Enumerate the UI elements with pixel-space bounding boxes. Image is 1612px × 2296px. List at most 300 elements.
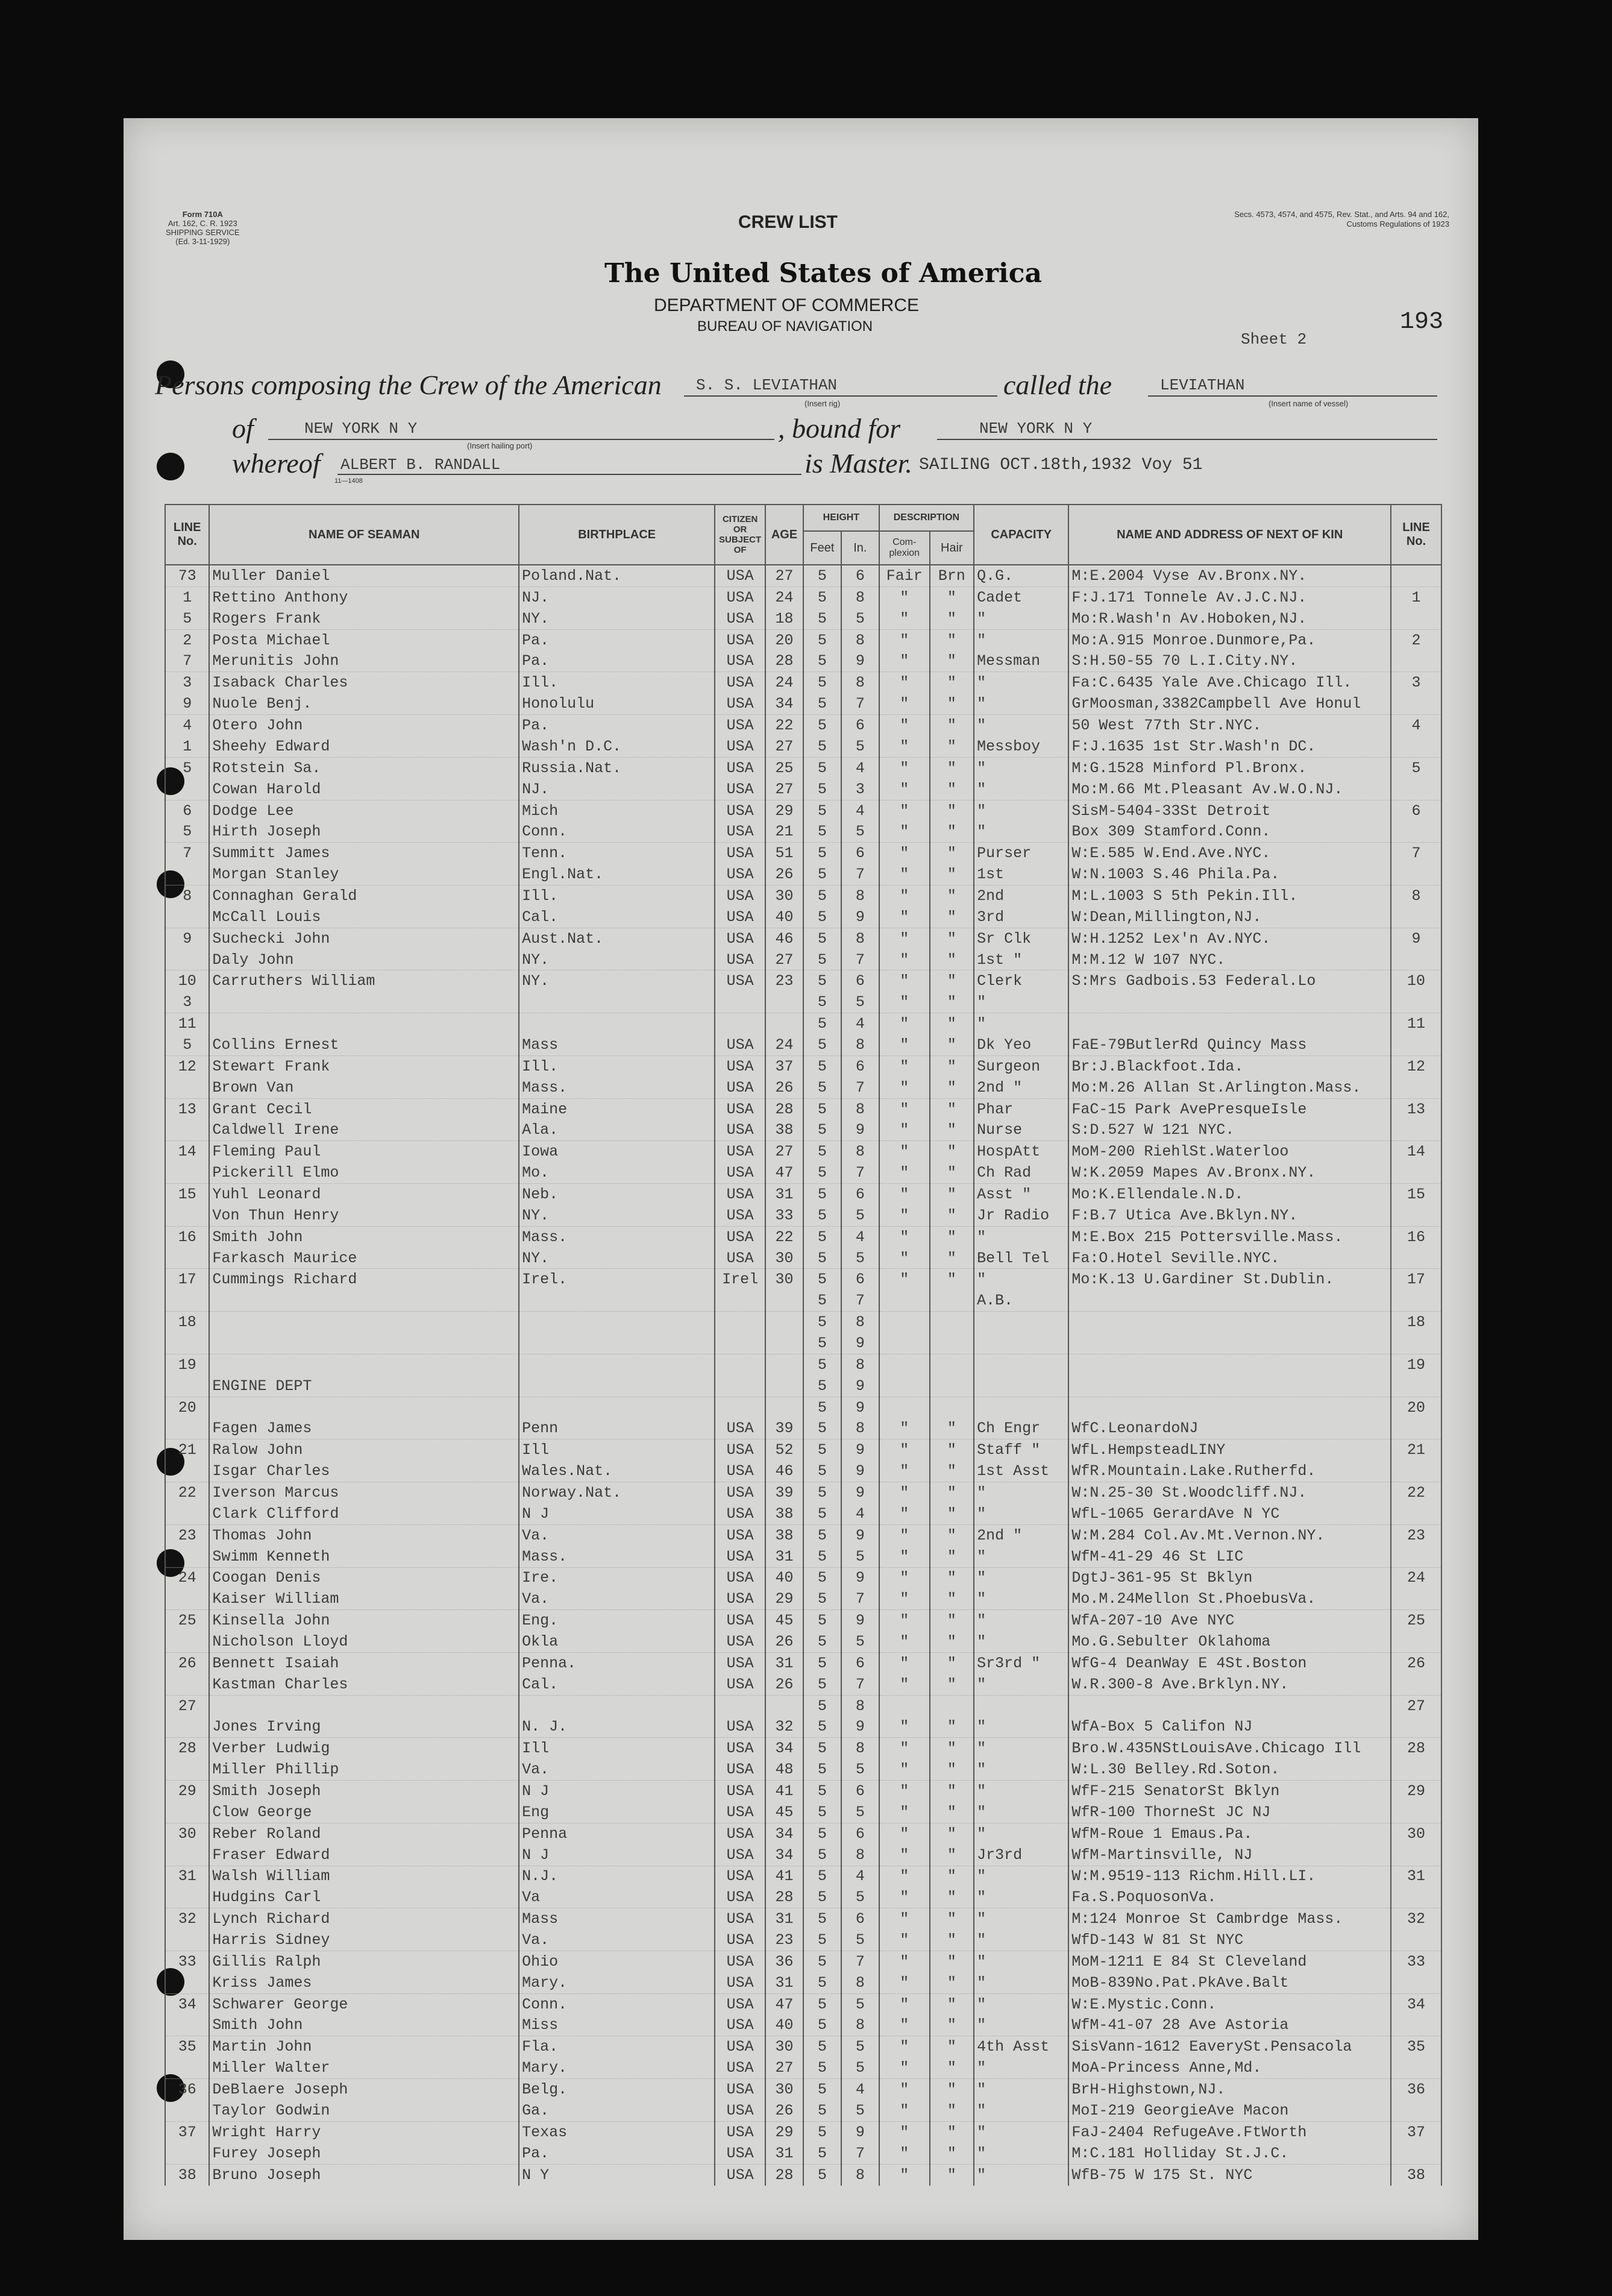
- seaman-name: McCall Louis: [209, 907, 519, 928]
- birthplace: Mass.: [519, 1077, 715, 1098]
- age: 28: [765, 1098, 803, 1119]
- print-code: 11—1408: [334, 477, 363, 485]
- seaman-name: Hudgins Carl: [209, 1887, 519, 1908]
- height-inches: 5: [841, 1205, 879, 1226]
- next-of-kin: WfC.LeonardoNJ: [1068, 1418, 1391, 1439]
- next-of-kin: WfM-Roue 1 Emaus.Pa.: [1068, 1823, 1391, 1844]
- complexion: ": [879, 2164, 930, 2186]
- hair: ": [930, 1802, 974, 1823]
- hair: ": [930, 970, 974, 992]
- seaman-name: [209, 1312, 519, 1333]
- crew-row: [165, 821, 1441, 842]
- capacity: ": [974, 2143, 1068, 2164]
- height-inches: 9: [841, 1717, 879, 1738]
- height-feet: 5: [803, 1546, 841, 1567]
- capacity: ": [974, 1972, 1068, 1993]
- capacity: Staff ": [974, 1439, 1068, 1461]
- next-of-kin: S:Mrs Gadbois.53 Federal.Lo: [1068, 970, 1391, 992]
- capacity: Ch Rad: [974, 1162, 1068, 1183]
- age: [765, 1333, 803, 1354]
- line-number: 17: [165, 1269, 209, 1290]
- citizenship: USA: [715, 1546, 765, 1567]
- capacity: [974, 1333, 1068, 1354]
- citizenship: USA: [715, 1418, 765, 1439]
- birthplace: Mary.: [519, 2057, 715, 2078]
- birthplace: [519, 1290, 715, 1311]
- birthplace: Penna: [519, 1823, 715, 1844]
- hair: [930, 1333, 974, 1354]
- hair: [930, 1312, 974, 1333]
- next-of-kin: M:E.Box 215 Pottersville.Mass.: [1068, 1226, 1391, 1247]
- age: 30: [765, 1269, 803, 1290]
- height-inches: 5: [841, 2057, 879, 2078]
- citizenship: USA: [715, 1248, 765, 1269]
- citizenship: USA: [715, 693, 765, 714]
- birthplace: Mass: [519, 1034, 715, 1055]
- line-number: 5: [165, 608, 209, 629]
- complexion: ": [879, 1482, 930, 1503]
- height-feet: 5: [803, 1781, 841, 1802]
- line-number: 19: [165, 1354, 209, 1375]
- hair: ": [930, 1503, 974, 1524]
- capacity: ": [974, 1631, 1068, 1652]
- line-number-right: [1391, 2015, 1441, 2036]
- bound-text: , bound for: [778, 413, 901, 444]
- capacity: Phar: [974, 1098, 1068, 1119]
- age: 29: [765, 1588, 803, 1609]
- complexion: ": [879, 1034, 930, 1055]
- line-number: 27: [165, 1695, 209, 1716]
- height-feet: 5: [803, 1418, 841, 1439]
- crew-row: [165, 1397, 1441, 1418]
- capacity: HospAtt: [974, 1141, 1068, 1162]
- citizenship: USA: [715, 1802, 765, 1823]
- capacity: ": [974, 1610, 1068, 1631]
- hair: [930, 1354, 974, 1375]
- age: 29: [765, 800, 803, 821]
- capacity: ": [974, 779, 1068, 800]
- citizenship: USA: [715, 1205, 765, 1226]
- age: [765, 1397, 803, 1418]
- line-number: 6: [165, 800, 209, 821]
- capacity: ": [974, 1738, 1068, 1759]
- age: 39: [765, 1482, 803, 1503]
- crew-row: [165, 1823, 1441, 1844]
- capacity: [974, 1376, 1068, 1397]
- birthplace: NY.: [519, 1205, 715, 1226]
- crew-row: [165, 2057, 1441, 2078]
- seaman-name: Jones Irving: [209, 1717, 519, 1738]
- height-inches: 6: [841, 565, 879, 587]
- hair: ": [930, 928, 974, 949]
- next-of-kin: Box 309 Stamford.Conn.: [1068, 821, 1391, 842]
- complexion: ": [879, 1652, 930, 1673]
- height-feet: 5: [803, 1759, 841, 1780]
- complexion: [879, 1354, 930, 1375]
- seaman-name: Wright Harry: [209, 2121, 519, 2142]
- complexion: ": [879, 1951, 930, 1972]
- height-inches: 6: [841, 1823, 879, 1844]
- hair: ": [930, 1439, 974, 1461]
- citizenship: USA: [715, 949, 765, 970]
- next-of-kin: Fa:C.6435 Yale Ave.Chicago Ill.: [1068, 672, 1391, 693]
- height-inches: 5: [841, 736, 879, 757]
- age: 22: [765, 715, 803, 736]
- capacity: Jr3rd: [974, 1845, 1068, 1866]
- hair: ": [930, 1823, 974, 1844]
- crew-row: [165, 949, 1441, 970]
- height-inches: 9: [841, 1461, 879, 1482]
- birthplace: NY.: [519, 608, 715, 629]
- line-number-right: [1391, 1588, 1441, 1609]
- complexion: Fair: [879, 565, 930, 587]
- height-feet: 5: [803, 1908, 841, 1930]
- citizenship: USA: [715, 1461, 765, 1482]
- age: 46: [765, 928, 803, 949]
- age: 31: [765, 1546, 803, 1567]
- seaman-name: Cowan Harold: [209, 779, 519, 800]
- hair: ": [930, 1993, 974, 2015]
- line-number: 24: [165, 1567, 209, 1588]
- hair: ": [930, 1248, 974, 1269]
- hair: Brn: [930, 565, 974, 587]
- col-birthplace: BIRTHPLACE: [519, 505, 715, 565]
- age: 27: [765, 1141, 803, 1162]
- height-feet: 5: [803, 1631, 841, 1652]
- height-feet: 5: [803, 1588, 841, 1609]
- height-inches: 9: [841, 651, 879, 672]
- age: 34: [765, 1738, 803, 1759]
- citizenship: USA: [715, 2079, 765, 2100]
- crew-row: [165, 885, 1441, 907]
- birthplace: Tenn.: [519, 843, 715, 864]
- age: 30: [765, 2036, 803, 2057]
- capacity: Sr Clk: [974, 928, 1068, 949]
- line-number-right: 1: [1391, 587, 1441, 608]
- citizenship: USA: [715, 1717, 765, 1738]
- height-feet: 5: [803, 1887, 841, 1908]
- next-of-kin: FaE-79ButlerRd Quincy Mass: [1068, 1034, 1391, 1055]
- height-feet: 5: [803, 1290, 841, 1311]
- next-of-kin: Bro.W.435NStLouisAve.Chicago Ill: [1068, 1738, 1391, 1759]
- height-inches: 9: [841, 1333, 879, 1354]
- line-number: 2: [165, 629, 209, 650]
- citizenship: [715, 1013, 765, 1034]
- lead-text: Persons composing the Crew of the American: [155, 370, 662, 400]
- hair: ": [930, 864, 974, 885]
- capacity: ": [974, 1887, 1068, 1908]
- complexion: ": [879, 2100, 930, 2121]
- capacity: ": [974, 693, 1068, 714]
- height-feet: 5: [803, 715, 841, 736]
- line-number-right: [1391, 1376, 1441, 1397]
- line-number-right: 20: [1391, 1397, 1441, 1418]
- age: 28: [765, 1887, 803, 1908]
- capacity: ": [974, 2121, 1068, 2142]
- seaman-name: Rettino Anthony: [209, 587, 519, 608]
- age: 24: [765, 1034, 803, 1055]
- seaman-name: Reber Roland: [209, 1823, 519, 1844]
- birthplace: N. J.: [519, 1717, 715, 1738]
- crew-row: [165, 1461, 1441, 1482]
- capacity: 4th Asst: [974, 2036, 1068, 2057]
- line-number: 25: [165, 1610, 209, 1631]
- capacity: Messman: [974, 651, 1068, 672]
- capacity: ": [974, 1546, 1068, 1567]
- height-feet: 5: [803, 1652, 841, 1673]
- next-of-kin: M:124 Monroe St Cambrdge Mass.: [1068, 1908, 1391, 1930]
- capacity: Nurse: [974, 1119, 1068, 1140]
- seaman-name: Yuhl Leonard: [209, 1184, 519, 1205]
- next-of-kin: WfA-207-10 Ave NYC: [1068, 1610, 1391, 1631]
- hair: [930, 1695, 974, 1716]
- complexion: ": [879, 1887, 930, 1908]
- height-inches: 8: [841, 629, 879, 650]
- line-number: 32: [165, 1908, 209, 1930]
- crew-row: [165, 1162, 1441, 1183]
- next-of-kin: WfR-100 ThorneSt JC NJ: [1068, 1802, 1391, 1823]
- seaman-name: Otero John: [209, 715, 519, 736]
- seaman-name: Miller Phillip: [209, 1759, 519, 1780]
- citizenship: USA: [715, 1845, 765, 1866]
- capacity: Bell Tel: [974, 1248, 1068, 1269]
- complexion: ": [879, 693, 930, 714]
- complexion: ": [879, 2079, 930, 2100]
- citizenship: USA: [715, 2164, 765, 2186]
- crew-row: [165, 1631, 1441, 1652]
- birthplace: Va.: [519, 1524, 715, 1546]
- height-inches: 9: [841, 1524, 879, 1546]
- height-inches: 8: [841, 1354, 879, 1375]
- line-number: 11: [165, 1013, 209, 1034]
- height-feet: 5: [803, 1312, 841, 1333]
- seaman-name: Morgan Stanley: [209, 864, 519, 885]
- citizenship: USA: [715, 1674, 765, 1695]
- age: 32: [765, 1717, 803, 1738]
- birthplace: [519, 1354, 715, 1375]
- crew-row: [165, 2100, 1441, 2121]
- crew-row: [165, 1184, 1441, 1205]
- line-number-right: [1391, 1972, 1441, 1993]
- next-of-kin: W:K.2059 Mapes Av.Bronx.NY.: [1068, 1162, 1391, 1183]
- citizenship: USA: [715, 1077, 765, 1098]
- capacity: ": [974, 2164, 1068, 2186]
- citizenship: USA: [715, 2036, 765, 2057]
- hair: ": [930, 1567, 974, 1588]
- line-number: 22: [165, 1482, 209, 1503]
- age: 31: [765, 1908, 803, 1930]
- seaman-name: [209, 1354, 519, 1375]
- crew-row: [165, 1738, 1441, 1759]
- line-number-right: 15: [1391, 1184, 1441, 1205]
- page-number: 193: [1400, 309, 1444, 336]
- complexion: ": [879, 757, 930, 778]
- complexion: [879, 1333, 930, 1354]
- seaman-name: [209, 1333, 519, 1354]
- height-feet: 5: [803, 1119, 841, 1140]
- crew-row: [165, 1930, 1441, 1951]
- line-number-right: 21: [1391, 1439, 1441, 1461]
- next-of-kin: M:G.1528 Minford Pl.Bronx.: [1068, 757, 1391, 778]
- age: 40: [765, 1567, 803, 1588]
- height-feet: 5: [803, 2079, 841, 2100]
- seaman-name: Merunitis John: [209, 651, 519, 672]
- hair: ": [930, 1141, 974, 1162]
- next-of-kin: W:N.1003 S.46 Phila.Pa.: [1068, 864, 1391, 885]
- capacity: ": [974, 1781, 1068, 1802]
- capacity: Purser: [974, 843, 1068, 864]
- hair: ": [930, 1119, 974, 1140]
- hair: ": [930, 1951, 974, 1972]
- age: 26: [765, 864, 803, 885]
- called-text: called the: [1003, 370, 1112, 400]
- height-inches: 5: [841, 1930, 879, 1951]
- hair: ": [930, 779, 974, 800]
- hair: ": [930, 1588, 974, 1609]
- crew-row: [165, 1866, 1441, 1887]
- next-of-kin: [1068, 1333, 1391, 1354]
- complexion: ": [879, 907, 930, 928]
- seaman-name: Miller Walter: [209, 2057, 519, 2078]
- seaman-name: Martin John: [209, 2036, 519, 2057]
- birthplace: Wash'n D.C.: [519, 736, 715, 757]
- line-number: 37: [165, 2121, 209, 2142]
- citizenship: [715, 1376, 765, 1397]
- seaman-name: Kinsella John: [209, 1610, 519, 1631]
- next-of-kin: MoB-839No.Pat.PkAve.Balt: [1068, 1972, 1391, 1993]
- complexion: ": [879, 2015, 930, 2036]
- height-feet: 5: [803, 1674, 841, 1695]
- line-number: 34: [165, 1993, 209, 2015]
- destination-line: [937, 439, 1437, 440]
- capacity: ": [974, 1226, 1068, 1247]
- height-inches: 8: [841, 2015, 879, 2036]
- birthplace: Ill: [519, 1738, 715, 1759]
- seaman-name: Thomas John: [209, 1524, 519, 1546]
- crew-row: [165, 1845, 1441, 1866]
- line-number: 5: [165, 821, 209, 842]
- citizenship: USA: [715, 1588, 765, 1609]
- next-of-kin: M:L.1003 S 5th Pekin.Ill.: [1068, 885, 1391, 907]
- crew-row: [165, 1141, 1441, 1162]
- height-inches: 7: [841, 693, 879, 714]
- next-of-kin: Mo:K.Ellendale.N.D.: [1068, 1184, 1391, 1205]
- height-inches: 4: [841, 800, 879, 821]
- height-feet: 5: [803, 1461, 841, 1482]
- complexion: [879, 1695, 930, 1716]
- hair: ": [930, 1184, 974, 1205]
- seaman-name: Isaback Charles: [209, 672, 519, 693]
- age: 31: [765, 1184, 803, 1205]
- hair: ": [930, 1908, 974, 1930]
- complexion: ": [879, 1823, 930, 1844]
- height-feet: 5: [803, 1248, 841, 1269]
- next-of-kin: 50 West 77th Str.NYC.: [1068, 715, 1391, 736]
- birthplace: Penn: [519, 1418, 715, 1439]
- line-number-right: [1391, 1077, 1441, 1098]
- seaman-name: Pickerill Elmo: [209, 1162, 519, 1183]
- hair: ": [930, 1034, 974, 1055]
- birthplace: NJ.: [519, 587, 715, 608]
- citizenship: USA: [715, 1866, 765, 1887]
- height-inches: 6: [841, 1055, 879, 1077]
- hair: [930, 1397, 974, 1418]
- seaman-name: Furey Joseph: [209, 2143, 519, 2164]
- complexion: ": [879, 587, 930, 608]
- birthplace: Mich: [519, 800, 715, 821]
- crew-row: [165, 672, 1441, 693]
- line-number: 38: [165, 2164, 209, 2186]
- capacity: ": [974, 800, 1068, 821]
- crew-row: [165, 1652, 1441, 1673]
- line-number: 5: [165, 1034, 209, 1055]
- birthplace: Ill: [519, 1439, 715, 1461]
- capacity: ": [974, 1951, 1068, 1972]
- rig-value: S. S. LEVIATHAN: [696, 376, 838, 394]
- height-inches: 4: [841, 1866, 879, 1887]
- birthplace: NY.: [519, 970, 715, 992]
- line-number-right: 32: [1391, 1908, 1441, 1930]
- col-line-no: LINE No.: [165, 505, 209, 565]
- line-number-right: [1391, 1887, 1441, 1908]
- height-inches: 5: [841, 1993, 879, 2015]
- height-feet: 5: [803, 757, 841, 778]
- line-number-right: 31: [1391, 1866, 1441, 1887]
- complexion: ": [879, 1738, 930, 1759]
- line-number-right: [1391, 1802, 1441, 1823]
- hair: ": [930, 1077, 974, 1098]
- line-number-right: [1391, 1034, 1441, 1055]
- height-inches: 8: [841, 885, 879, 907]
- height-inches: 9: [841, 1376, 879, 1397]
- age: 23: [765, 970, 803, 992]
- birthplace: Miss: [519, 2015, 715, 2036]
- hair: ": [930, 907, 974, 928]
- hair: ": [930, 757, 974, 778]
- age: 27: [765, 565, 803, 587]
- line-number-right: 27: [1391, 1695, 1441, 1716]
- next-of-kin: Mo.G.Sebulter Oklahoma: [1068, 1631, 1391, 1652]
- col-age: AGE: [765, 505, 803, 565]
- crew-row: [165, 1695, 1441, 1716]
- line-number: 26: [165, 1652, 209, 1673]
- next-of-kin: SisVann-1612 EaverySt.Pensacola: [1068, 2036, 1391, 2057]
- height-inches: 7: [841, 1162, 879, 1183]
- seaman-name: Nuole Benj.: [209, 693, 519, 714]
- line-number: 1: [165, 587, 209, 608]
- col-line-no-right: LINE No.: [1391, 505, 1441, 565]
- crew-row: [165, 1588, 1441, 1609]
- citizenship: USA: [715, 864, 765, 885]
- height-inches: 8: [841, 672, 879, 693]
- line-number-right: [1391, 1631, 1441, 1652]
- crew-row: [165, 992, 1441, 1013]
- capacity: 2nd ": [974, 1524, 1068, 1546]
- next-of-kin: M:M.12 W 107 NYC.: [1068, 949, 1391, 970]
- complexion: ": [879, 608, 930, 629]
- line-number-right: [1391, 821, 1441, 842]
- next-of-kin: W:M.9519-113 Richm.Hill.LI.: [1068, 1866, 1391, 1887]
- citizenship: USA: [715, 608, 765, 629]
- seaman-name: Fleming Paul: [209, 1141, 519, 1162]
- age: [765, 1013, 803, 1034]
- department-title: DEPARTMENT OF COMMERCE: [654, 295, 920, 315]
- height-feet: 5: [803, 1162, 841, 1183]
- age: 30: [765, 2079, 803, 2100]
- complexion: ": [879, 1866, 930, 1887]
- citizenship: USA: [715, 1482, 765, 1503]
- height-feet: 5: [803, 1503, 841, 1524]
